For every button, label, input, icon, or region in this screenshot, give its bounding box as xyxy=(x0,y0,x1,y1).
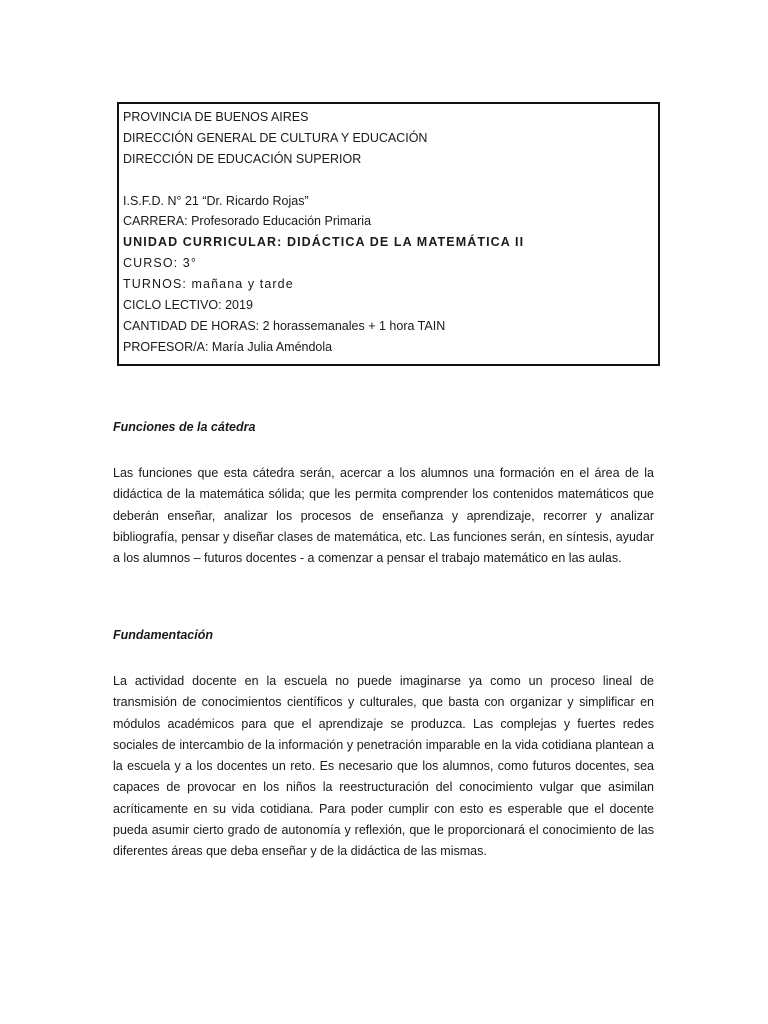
section-body-functions: Las funciones que esta cátedra serán, acercar a los alumnos una formación en el área de la didáctica de la matemática sólida; que les permita comprender los contenidos matemáticos que deberán enseñar, analizar los procesos de enseñanza y aprendizaje, recorrer y analizar bibliografía, pensar y diseñar clases de matemática, etc. Las funciones serán, en síntesis, ayudar a los alumnos – futuros docentes - a comenzar a pensar el trabajo matemático en las aulas. xyxy=(113,466,654,566)
header-shifts: TURNOS: mañana y tarde xyxy=(123,277,294,292)
header-curricular-unit: UNIDAD CURRICULAR: DIDÁCTICA DE LA MATEMÁTICA II xyxy=(123,235,525,250)
header-school-year: CICLO LECTIVO: 2019 xyxy=(123,298,253,313)
header-institute: I.S.F.D. N° 21 “Dr. Ricardo Rojas” xyxy=(123,193,309,208)
header-province: PROVINCIA DE BUENOS AIRES xyxy=(123,110,309,124)
header-career: CARRERA: Profesorado Educación Primaria xyxy=(123,214,372,229)
institution-header-box xyxy=(117,102,660,366)
header-professor: PROFESOR/A: María Julia Améndola xyxy=(123,339,333,354)
header-direction-superior: DIRECCIÓN DE EDUCACIÓN SUPERIOR xyxy=(123,151,362,166)
header-direction-general: DIRECCIÓN GENERAL DE CULTURA Y EDUCACIÓN xyxy=(123,130,428,145)
section-title-fundamentation: Fundamentación xyxy=(113,628,214,642)
header-hours: CANTIDAD DE HORAS: 2 horassemanales + 1 hora TAIN xyxy=(123,318,446,333)
section-title-functions: Funciones de la cátedra xyxy=(113,420,256,434)
header-course: CURSO: 3° xyxy=(123,256,197,271)
section-body-fundamentation: La actividad docente en la escuela no puede imaginarse ya como un proceso lineal de transmisión de conocimientos científicos y culturales, que basta con organizar y simplificar en módulos académicos para que el aprendizaje se produzca. Las complejas y fuertes redes sociales de intercambio de la información y penetración imparable en la vida cotidiana plantean a la escuela y a los docentes un reto. Es necesario que los alumnos, como futuros docentes, sea capaces de provocar en los niños la reestructuración del conocimiento vulgar que asimilan acríticamente en su vida cotidiana. Para poder cumplir con esto es esperable que el docente pueda asumir cierto grado de autonomía y reflexión, que le proporcionará el conocimiento de las diferentes áreas que deba enseñar y de la didáctica de las mismas. xyxy=(113,674,654,859)
